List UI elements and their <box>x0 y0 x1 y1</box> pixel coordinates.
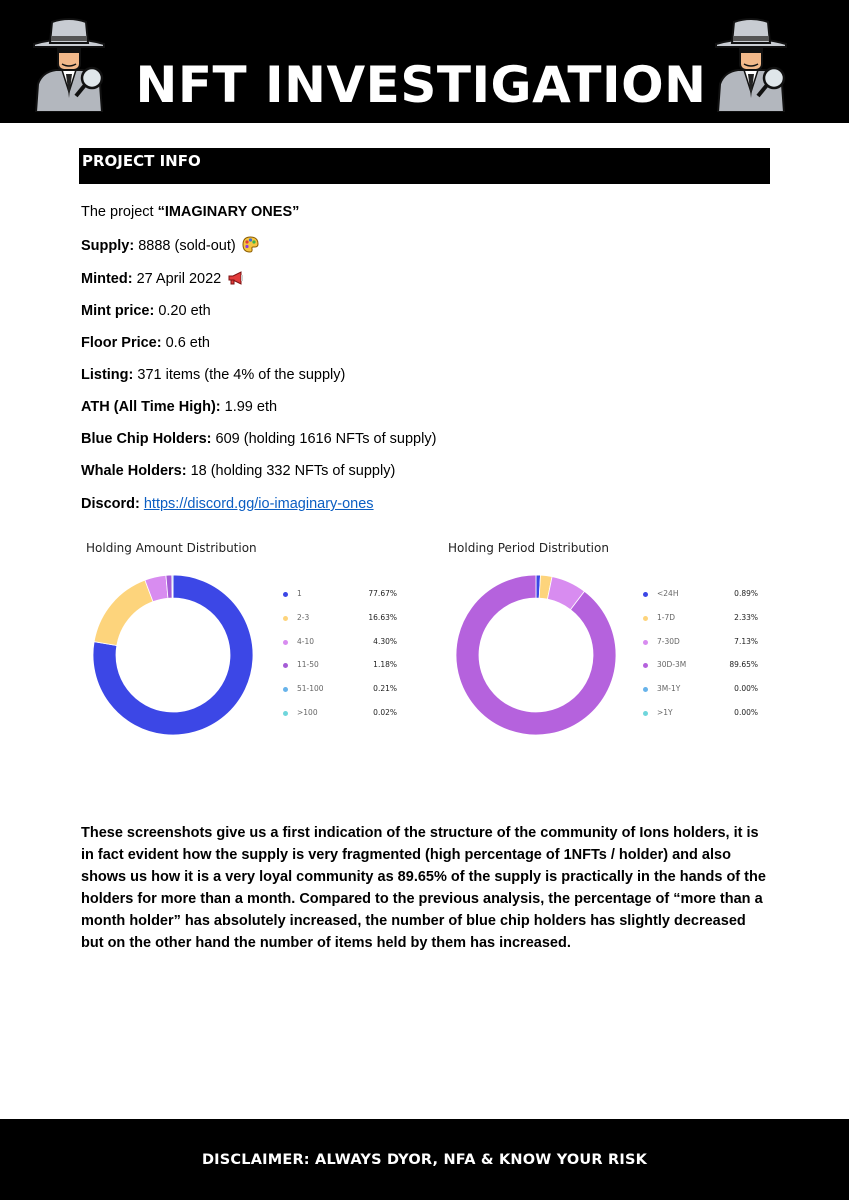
analysis-paragraph: These screenshots give us a first indication of the structure of the community of Ions holders, it is in fact evident how the supply is very fragmented (high percentage of 1NFTs / holder) and also shows us how it is a very loyal community as 89.65% of the supply is practically in the hands of the holders for more than a month. Compared to the previous analysis, the percentage of “more than a month holder” has absolutely increased, the number of blue chip holders has slightly decreased but on the other hand the number of items held by them has increased. <box>81 825 766 951</box>
legend-value: 1.18% <box>373 660 397 670</box>
legend-dot <box>643 640 648 645</box>
legend-item <box>643 683 758 697</box>
legend-value: 0.00% <box>734 684 758 694</box>
supply-row <box>81 236 259 255</box>
discord-row <box>81 495 374 513</box>
project-intro-prefix: The project <box>81 204 158 220</box>
palette-icon <box>242 236 259 253</box>
legend-label: <24H <box>657 589 679 598</box>
legend-item <box>643 612 758 626</box>
legend-label: 7-30D <box>657 636 680 646</box>
disclaimer-text: DISCLAIMER: ALWAYS DYOR, NFA & KNOW YOUR RISK <box>201 1152 648 1168</box>
legend-dot <box>283 711 288 716</box>
legend-value: 0.02% <box>373 708 397 717</box>
legend-dot <box>643 663 648 668</box>
header-banner <box>0 0 849 123</box>
legend-dot <box>283 663 288 668</box>
legend-label: >1Y <box>657 708 673 717</box>
legend-value: 77.67% <box>368 589 397 598</box>
discord-link[interactable]: https://discord.gg/io-imaginary-ones <box>143 496 374 512</box>
minted-value: 27 April 2022 <box>132 271 222 287</box>
minted-label: Minted: <box>81 271 133 287</box>
legend-label: 4-10 <box>297 636 315 646</box>
legend-item <box>643 636 758 650</box>
detective-icon <box>28 12 110 112</box>
legend-dot <box>283 592 288 597</box>
project-intro <box>81 203 299 221</box>
legend-item <box>283 588 397 602</box>
legend-item <box>283 636 397 650</box>
whale-row <box>81 462 395 480</box>
whale-label: Whale Holders: <box>81 463 187 479</box>
footer-banner <box>0 1119 849 1200</box>
bluechip-value: 609 (holding 1616 NFTs of supply) <box>211 431 437 447</box>
legend-value: 0.00% <box>734 708 758 717</box>
listing-row <box>81 366 345 384</box>
section-header <box>79 148 770 184</box>
legend-value: 0.89% <box>734 589 758 598</box>
legend-label: >100 <box>297 708 318 717</box>
mint-price-label: Mint price: <box>81 303 155 319</box>
legend-item <box>283 683 397 697</box>
holding-period-donut <box>455 574 617 736</box>
legend-dot <box>283 687 288 692</box>
legend-value: 7.13% <box>734 636 758 646</box>
mint-price-value: 0.20 eth <box>154 303 211 319</box>
donut-slice-30D-3M <box>456 575 616 735</box>
floor-price-row <box>81 334 210 352</box>
chart-title: Holding Period Distribution <box>448 541 609 555</box>
ath-row <box>81 398 277 416</box>
legend-dot <box>643 687 648 692</box>
ath-value: 1.99 eth <box>220 399 278 415</box>
legend-label: 30D-3M <box>657 660 687 670</box>
mint-price-row <box>81 302 211 320</box>
legend-value: 89.65% <box>729 660 758 670</box>
minted-row <box>81 270 245 288</box>
listing-value: 371 items (the 4% of the supply) <box>133 367 346 383</box>
section-title: PROJECT INFO <box>82 152 201 170</box>
project-name: “IMAGINARY ONES” <box>157 204 300 220</box>
legend-label: 2-3 <box>297 612 310 622</box>
bluechip-label: Blue Chip Holders: <box>81 431 212 447</box>
legend-item <box>283 707 397 721</box>
legend-item <box>283 612 397 626</box>
holding-amount-donut <box>92 574 254 736</box>
discord-label: Discord: <box>81 496 140 512</box>
legend-value: 0.21% <box>373 684 397 694</box>
supply-label: Supply: <box>81 238 135 254</box>
legend-value: 4.30% <box>373 636 397 646</box>
legend-value: 2.33% <box>734 612 758 622</box>
legend-item <box>643 659 758 673</box>
megaphone-icon <box>227 270 245 286</box>
whale-value: 18 (holding 332 NFTs of supply) <box>186 463 396 479</box>
legend-dot <box>283 616 288 621</box>
ath-label: ATH (All Time High): <box>81 399 221 415</box>
page-title: NFT INVESTIGATION <box>135 56 707 114</box>
legend-item <box>643 588 758 602</box>
legend-label: 1-7D <box>657 612 676 622</box>
legend-dot <box>643 616 648 621</box>
detective-icon <box>710 12 792 112</box>
supply-value: 8888 (sold-out) <box>134 238 236 254</box>
donut-slice-2-3 <box>94 580 153 645</box>
legend-value: 16.63% <box>368 612 397 622</box>
legend-item <box>643 707 758 721</box>
legend-label: 51-100 <box>297 684 324 694</box>
listing-label: Listing: <box>81 367 134 383</box>
legend-dot <box>643 592 648 597</box>
floor-price-value: 0.6 eth <box>161 335 210 351</box>
chart-title: Holding Amount Distribution <box>86 541 257 555</box>
legend-item <box>283 659 397 673</box>
legend-label: 3M-1Y <box>657 684 681 694</box>
floor-price-label: Floor Price: <box>81 335 162 351</box>
legend-label: 1 <box>297 589 302 598</box>
bluechip-row <box>81 430 436 448</box>
legend-dot <box>643 711 648 716</box>
legend-dot <box>283 640 288 645</box>
legend-label: 11-50 <box>297 660 319 670</box>
